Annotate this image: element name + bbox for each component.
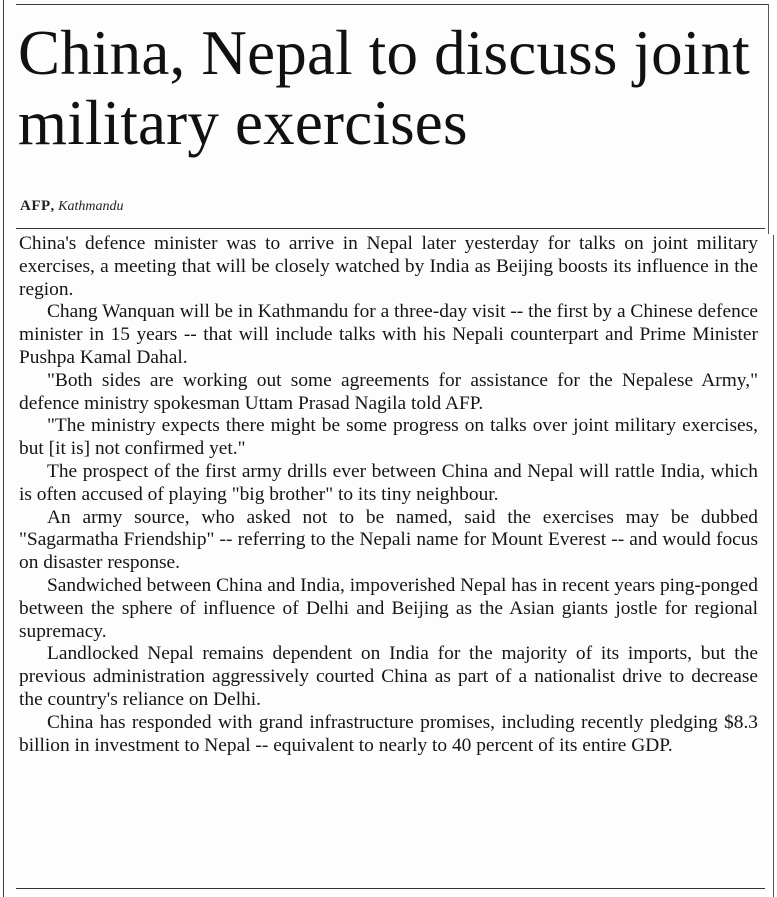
article-paragraph: Sandwiched between China and India, impoverished Nepal has in recent years ping-ponged between the sphere of influence of Delhi and Beijing as the Asian giants jostle for regional supremacy. xyxy=(19,574,758,642)
byline-separator: , xyxy=(50,199,55,214)
article-paragraph: Chang Wanquan will be in Kathmandu for a three-day visit -- the first by a Chinese defence minister in 15 years -- that will include talks with his Nepali counterpart and Prime Minister Pushpa Kamal Dahal. xyxy=(19,301,759,368)
article-paragraph: An army source, who asked not to be named, said the exercises may be dubbed "Sagarmatha Friendship" -- referring to the Nepali name for Mount Everest -- and would focus on disaster response. xyxy=(19,506,758,574)
article-body xyxy=(19,233,758,757)
frame-top-border xyxy=(16,4,769,5)
article-paragraph: China's defence minister was to arrive in Nepal later yesterday for talks on joint military exercises, a meeting that will be closely watched by India as Beijing boosts its influence in the region. xyxy=(19,233,758,300)
article-paragraph: Landlocked Nepal remains dependent on India for the majority of its imports, but the previous administration aggressively courted China as part of a nationalist drive to decrease the country's reliance on Delhi. xyxy=(19,643,758,710)
frame-right-border xyxy=(768,4,769,234)
byline-location: Kathmandu xyxy=(58,199,124,214)
headline: China, Nepal to discuss joint military exercises xyxy=(18,18,750,158)
frame-right-border-lower xyxy=(773,235,774,897)
byline xyxy=(20,198,124,215)
frame-left-border xyxy=(3,0,4,897)
article-paragraph: The prospect of the first army drills ever between China and Nepal will rattle India, which is often accused of playing "big brother" to its tiny neighbour. xyxy=(19,460,758,505)
article-paragraph: "Both sides are working out some agreements for assistance for the Nepalese Army," defence ministry spokesman Uttam Prasad Nagila told AFP. xyxy=(19,369,758,414)
bottom-divider xyxy=(16,888,765,889)
article-paragraph: China has responded with grand infrastructure promises, including recently pledging $8.3 billion in investment to Nepal -- equivalent to nearly to 40 percent of its entire GDP. xyxy=(19,711,758,756)
article-paragraph: "The ministry expects there might be some progress on talks over joint military exercises, but [it is] not confirmed yet." xyxy=(19,415,758,460)
top-divider xyxy=(16,228,765,229)
byline-agency: AFP xyxy=(20,198,51,214)
